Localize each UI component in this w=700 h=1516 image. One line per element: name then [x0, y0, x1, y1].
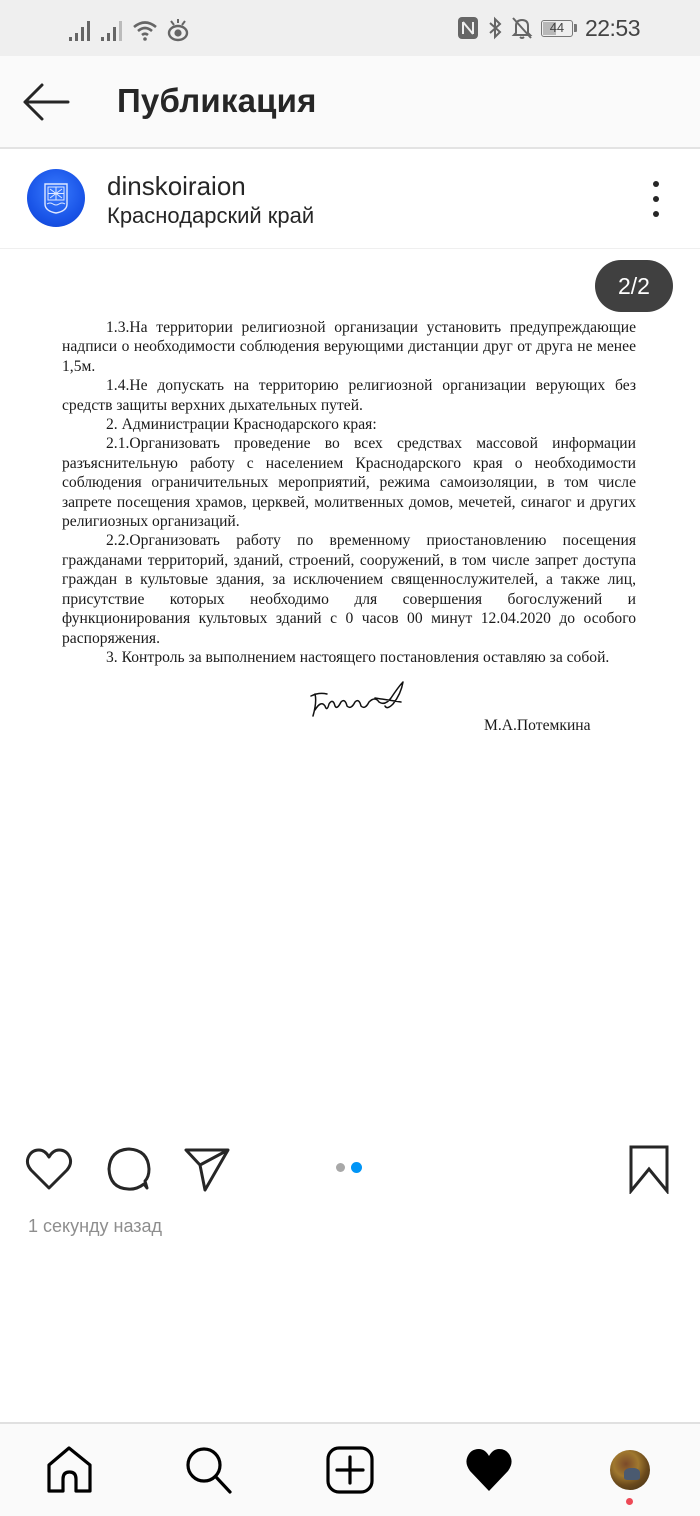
post-timestamp: 1 секунду назад: [28, 1216, 163, 1236]
nav-search[interactable]: [183, 1444, 235, 1496]
battery-level: 44: [549, 19, 565, 35]
bell-off-icon: [511, 16, 533, 40]
carousel-dot: [336, 1163, 345, 1172]
share-button[interactable]: [182, 1144, 232, 1194]
document-paragraph: 2.1.Организовать проведение во всех средствах массовой информации разъяснительную работу с населением Краснодарского края о необходимости соблюдения ограничительных мероприятий, режима самоизоляции, в том числе запрете посещения храмов, церквей, молитвенных домов, мечетей, синагог и других религиозных организаций.: [62, 435, 636, 531]
nfc-icon: [457, 16, 479, 40]
save-button[interactable]: [624, 1144, 674, 1194]
status-left-icons: [68, 14, 190, 42]
activity-heart-icon: [465, 1448, 513, 1492]
document-paragraph: 2. Администрации Краснодарского края:: [106, 416, 377, 434]
nav-new-post[interactable]: [324, 1444, 376, 1496]
document-paragraph: 3. Контроль за выполнением настоящего постановления оставляю за собой.: [106, 648, 610, 666]
account-avatar[interactable]: [27, 169, 85, 227]
bluetooth-icon: [487, 16, 503, 40]
page-title: Публикация: [117, 82, 317, 119]
back-button[interactable]: [20, 82, 72, 122]
carousel-indicator: [336, 1162, 362, 1173]
more-options-button[interactable]: [646, 181, 666, 217]
bookmark-icon: [627, 1144, 671, 1194]
nav-profile[interactable]: [604, 1444, 656, 1496]
app-header: [0, 56, 700, 149]
more-dot: [653, 196, 659, 202]
post-image[interactable]: [0, 250, 700, 1130]
search-icon: [185, 1446, 233, 1494]
more-dot: [653, 211, 659, 217]
carousel-dot-active: [351, 1162, 362, 1173]
home-icon: [46, 1446, 94, 1494]
eye-icon: [166, 18, 190, 42]
arrow-left-icon: [20, 82, 72, 122]
signal-icon: [100, 20, 124, 42]
nav-home[interactable]: [44, 1444, 96, 1496]
battery-tip: [574, 24, 577, 32]
heart-icon: [25, 1147, 73, 1191]
comment-button[interactable]: [104, 1144, 154, 1194]
post-actions: [0, 1140, 700, 1200]
document-text: [62, 318, 636, 667]
status-time: 22:53: [584, 14, 640, 41]
status-bar: [0, 0, 700, 56]
battery-icon: [541, 20, 573, 37]
nav-activity[interactable]: [463, 1444, 515, 1496]
username-link[interactable]: dinskoiraion: [107, 171, 246, 201]
document-paragraph: 1.4.Не допускать на территорию религиозной организации верующих без средств защиты верхних дыхательных путей.: [62, 377, 636, 414]
wifi-icon: [132, 18, 158, 42]
like-button[interactable]: [24, 1144, 74, 1194]
post-header: [0, 151, 700, 249]
handwritten-signature: [305, 680, 415, 722]
coat-of-arms-icon: [43, 182, 69, 214]
location-link[interactable]: Краснодарский край: [107, 203, 315, 228]
bottom-nav: [0, 1422, 700, 1516]
status-right-icons: [457, 12, 640, 44]
comment-icon: [106, 1146, 152, 1192]
profile-avatar: [610, 1450, 650, 1490]
add-post-icon: [326, 1446, 374, 1494]
carousel-page-counter: 2/2: [595, 260, 673, 312]
signer-name: М.А.Потемкина: [484, 717, 591, 734]
more-dot: [653, 181, 659, 187]
document-paragraph: 2.2.Организовать работу по временному приостановлению посещения гражданами территорий, зданий, строений, сооружений, в том числе запрет доступа граждан в культовые здания, за исключением священнослужителей, а также лиц, присутствие которых необходимо для совершения богослужений и функционирования культовых зданий с 0 часов 00 минут 12.04.2020 до особого распоряжения.: [62, 532, 636, 647]
document-paragraph: 1.3.На территории религиозной организации установить предупреждающие надписи о необходимости соблюдения верующими дистанции друг от друга не менее 1,5м.: [62, 319, 636, 375]
notification-dot: [626, 1498, 633, 1505]
signal-icon: [68, 20, 92, 42]
share-icon: [183, 1146, 231, 1192]
